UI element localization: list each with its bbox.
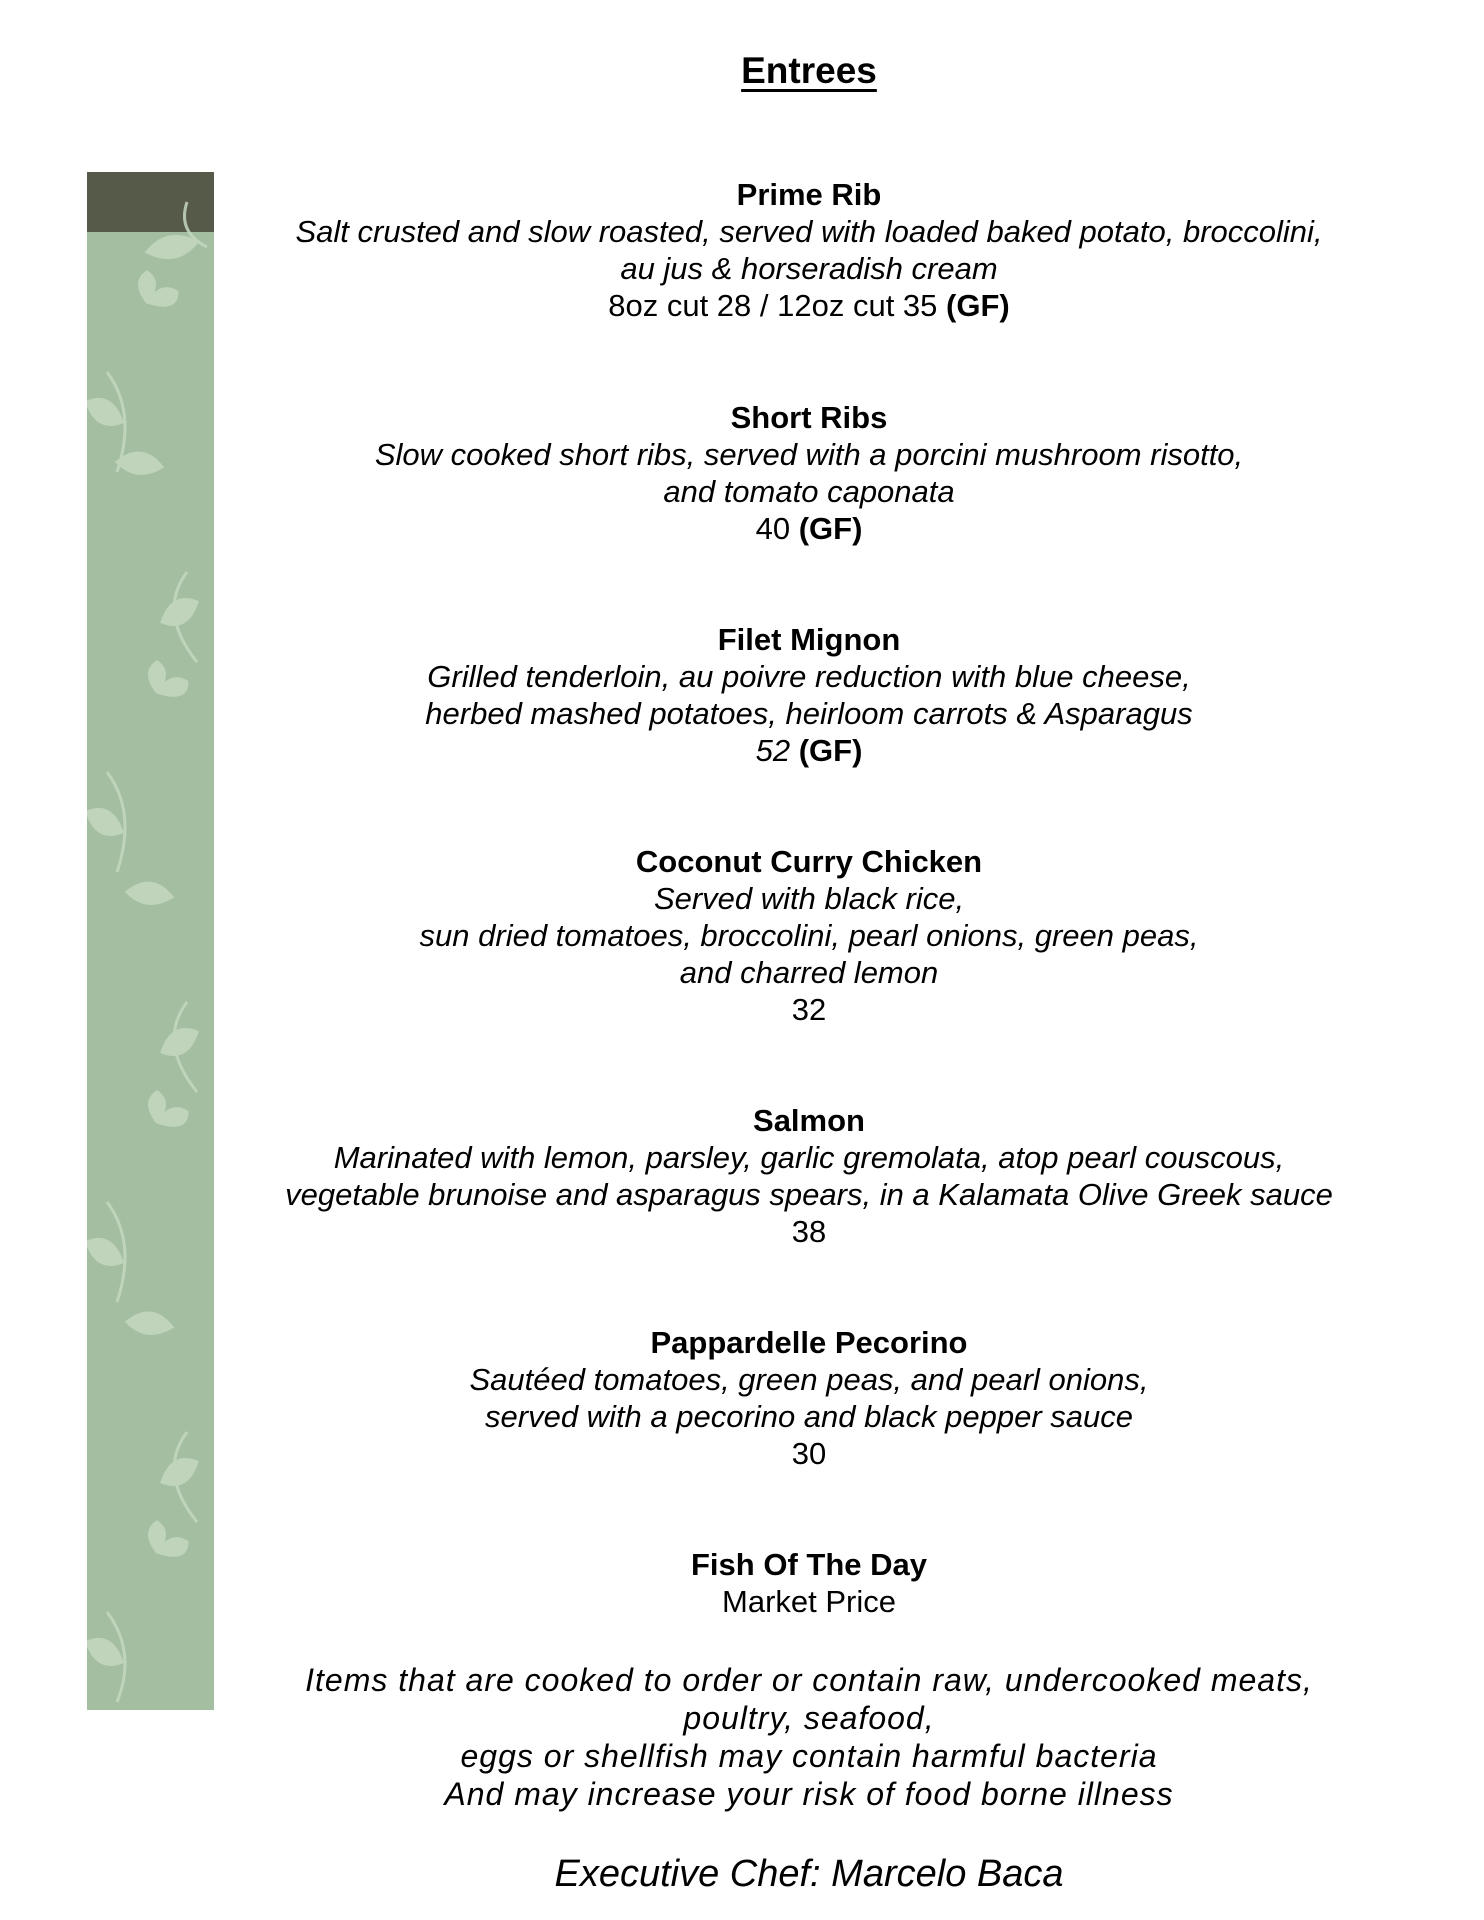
gluten-free-tag: (GF) bbox=[798, 511, 863, 546]
entree-name: Prime Rib bbox=[736, 177, 882, 212]
entree-name: Fish Of The Day bbox=[691, 1547, 927, 1582]
gluten-free-tag: (GF) bbox=[798, 733, 863, 768]
entree-description-line: vegetable brunoise and asparagus spears, in a Kalamata Olive Greek sauce bbox=[285, 1177, 1333, 1212]
gluten-free-tag: (GF) bbox=[946, 288, 1010, 323]
disclaimer-line: poultry, seafood, bbox=[683, 1700, 935, 1736]
disclaimer-line: And may increase your risk of food borne illness bbox=[444, 1776, 1174, 1812]
entree-price: 30 bbox=[791, 1436, 827, 1471]
entree-price: Market Price bbox=[722, 1584, 896, 1619]
entree-description-line: sun dried tomatoes, broccolini, pearl onions, green peas, bbox=[419, 918, 1199, 953]
food-safety-disclaimer bbox=[214, 1661, 1404, 1813]
entree-filet-mignon bbox=[214, 621, 1404, 769]
entree-coconut-curry-chicken bbox=[214, 843, 1404, 1028]
entree-description-line: served with a pecorino and black pepper sauce bbox=[485, 1399, 1133, 1434]
entree-description-line: Marinated with lemon, parsley, garlic gremolata, atop pearl couscous, bbox=[333, 1140, 1285, 1175]
entree-price: 40 bbox=[755, 511, 791, 546]
entree-description-line: and tomato caponata bbox=[663, 474, 955, 509]
entree-price-line bbox=[214, 732, 1404, 769]
decorative-sidebar bbox=[87, 172, 214, 1710]
entree-name: Filet Mignon bbox=[717, 622, 901, 657]
entree-name: Short Ribs bbox=[730, 400, 888, 435]
entree-price-line bbox=[214, 510, 1404, 547]
floral-pattern-icon bbox=[87, 172, 214, 1710]
page-title: Entrees bbox=[741, 50, 877, 91]
entree-prime-rib bbox=[214, 176, 1404, 324]
entree-price: 52 bbox=[755, 733, 791, 768]
entree-description-line: Sautéed tomatoes, green peas, and pearl onions, bbox=[469, 1362, 1149, 1397]
entree-pappardelle-pecorino bbox=[214, 1324, 1404, 1472]
entree-name: Salmon bbox=[753, 1103, 865, 1138]
entree-price-line bbox=[214, 287, 1404, 324]
entree-description-line: and charred lemon bbox=[679, 955, 939, 990]
entree-name: Coconut Curry Chicken bbox=[635, 844, 983, 879]
entree-description-line: au jus & horseradish cream bbox=[620, 251, 998, 286]
entree-name: Pappardelle Pecorino bbox=[650, 1325, 968, 1360]
entree-short-ribs bbox=[214, 399, 1404, 547]
executive-chef-credit: Executive Chef: Marcelo Baca bbox=[554, 1853, 1064, 1895]
entree-fish-of-the-day bbox=[214, 1546, 1404, 1620]
entree-price: 32 bbox=[791, 992, 827, 1027]
entree-price: 38 bbox=[791, 1214, 827, 1249]
entree-price: 8oz cut 28 / 12oz cut 35 bbox=[608, 288, 938, 323]
entree-description-line: Slow cooked short ribs, served with a porcini mushroom risotto, bbox=[374, 437, 1244, 472]
entree-description-line: Served with black rice, bbox=[653, 881, 965, 916]
entree-description-line: Grilled tenderloin, au poivre reduction with blue cheese, bbox=[427, 659, 1191, 694]
entree-description-line: herbed mashed potatoes, heirloom carrots & Asparagus bbox=[425, 696, 1193, 731]
disclaimer-line: eggs or shellfish may contain harmful bacteria bbox=[460, 1738, 1158, 1774]
disclaimer-line: Items that are cooked to order or contain raw, undercooked meats, bbox=[305, 1662, 1313, 1698]
entree-description-line: Salt crusted and slow roasted, served with loaded baked potato, broccolini, bbox=[295, 214, 1323, 249]
entree-salmon bbox=[214, 1102, 1404, 1250]
